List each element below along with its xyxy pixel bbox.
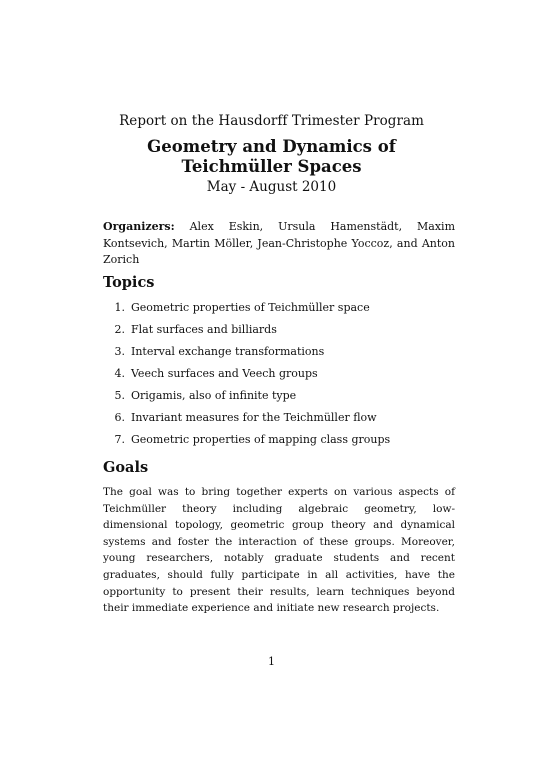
report-heading: Report on the Hausdorff Trimester Program <box>119 113 424 129</box>
topic-text: Geometric properties of Teichmüller space <box>131 300 370 314</box>
topic-item <box>108 384 468 406</box>
organizers-names: Alex Eskin, Ursula Hamenstädt, Maxim Kontsevich, Martin Möller, Jean-Christophe Yoccoz, and Anton Zorich <box>103 220 456 266</box>
topic-text: Flat surfaces and billiards <box>131 322 277 336</box>
topic-item <box>108 340 468 362</box>
topics-heading: Topics <box>103 274 155 291</box>
topic-number: 3. <box>114 344 125 358</box>
organizers-label: Organizers: <box>103 220 175 233</box>
topic-number: 6. <box>114 410 125 424</box>
topic-number: 5. <box>114 388 125 402</box>
topic-text: Origamis, also of infinite type <box>131 388 297 402</box>
title-line-2: Teichmüller Spaces <box>181 157 362 176</box>
organizers-paragraph <box>103 219 455 269</box>
topic-number: 4. <box>114 366 125 380</box>
program-dates: May - August 2010 <box>206 179 337 195</box>
topics-list <box>108 296 468 450</box>
topic-text: Veech surfaces and Veech groups <box>131 366 318 380</box>
document-title <box>0 137 543 177</box>
topic-item <box>108 318 468 340</box>
topic-item <box>108 428 468 450</box>
page-number: 1 <box>268 655 275 668</box>
topic-item <box>108 406 468 428</box>
topic-item <box>108 296 468 318</box>
title-line-1: Geometry and Dynamics of <box>147 137 396 156</box>
goals-heading: Goals <box>103 459 149 476</box>
topic-text: Geometric properties of mapping class groups <box>131 432 391 446</box>
topic-item <box>108 362 468 384</box>
topic-text: Interval exchange transformations <box>131 344 325 358</box>
topic-number: 7. <box>114 432 125 446</box>
topic-text: Invariant measures for the Teichmüller flow <box>131 410 377 424</box>
goals-paragraph: The goal was to bring together experts on various aspects of Teichmüller theory including algebraic geometry, low-dimensional topology, geometric group theory and dynamical systems and foster the interaction of these groups. Moreover, young researchers, notably graduate students and recent graduates, should fully participate in all activities, have the opportunity to present their results, learn techniques beyond their immediate experience and initiate new research projects. <box>103 486 455 615</box>
topic-number: 2. <box>114 322 125 336</box>
topic-number: 1. <box>114 300 125 314</box>
